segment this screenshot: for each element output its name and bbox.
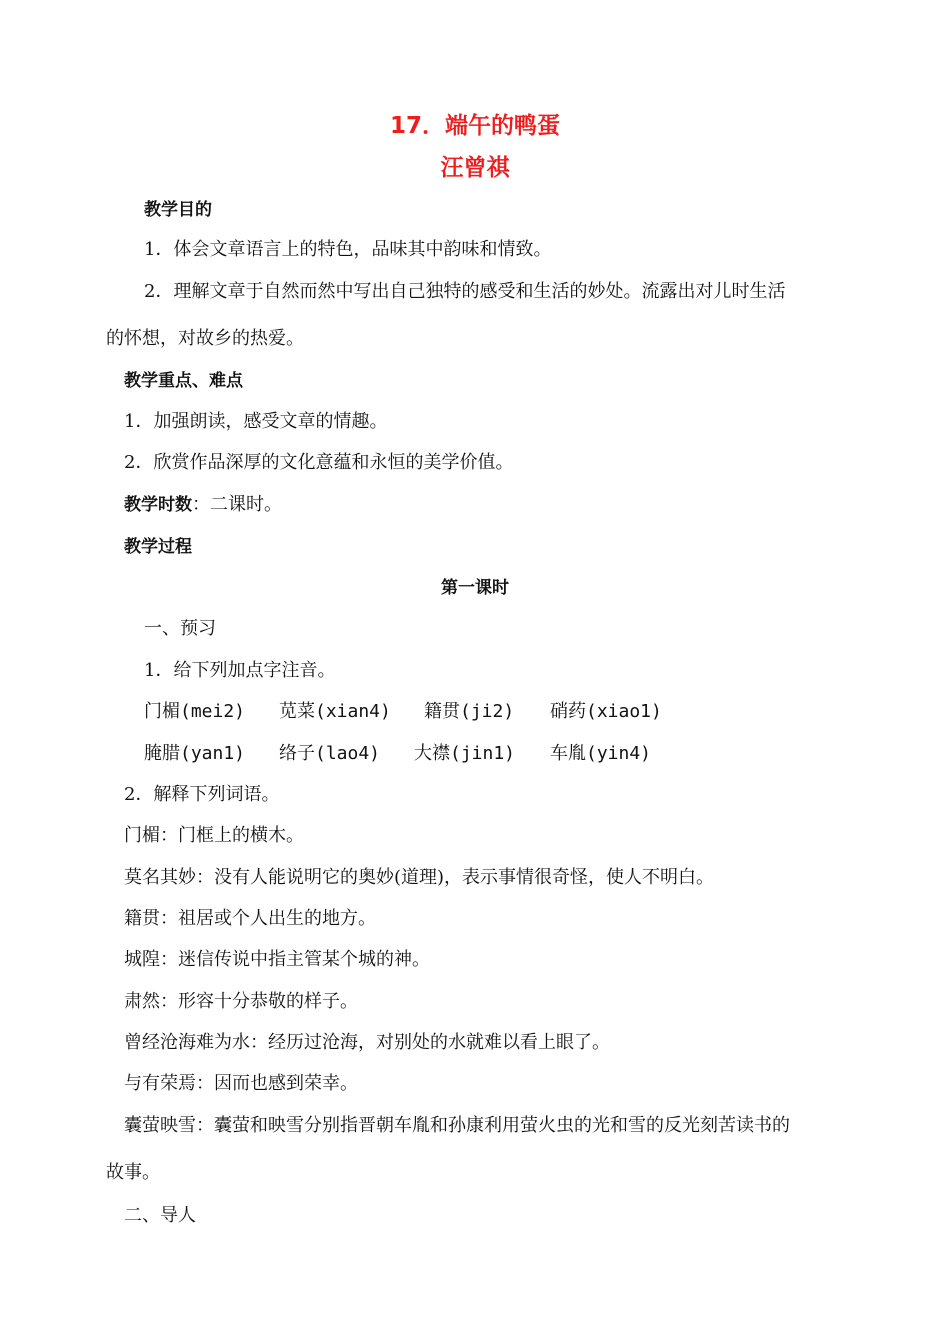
section-intro: 二、导人 [124, 1205, 196, 1226]
teaching-hours-label: 教学时数 [124, 495, 192, 515]
definition-item: 莫名其妙：没有人能说明它的奥妙(道理)，表示事情很奇怪，使人不明白。 [124, 867, 715, 888]
document-author: 汪曾祺 [440, 155, 510, 181]
definition-item: 城隍：迷信传说中指主管某个城的神。 [124, 949, 430, 970]
pinyin-item: 车胤(yin4) [550, 743, 652, 764]
teaching-hours [124, 493, 282, 517]
section-preview: 一、预习 [144, 618, 216, 639]
goals-heading: 教学目的 [144, 200, 212, 220]
pinyin-item: 络子(lao4) [279, 743, 381, 764]
pinyin-item: 门楣(mei2) [144, 701, 246, 722]
process-heading: 教学过程 [124, 537, 192, 557]
document-title: 17．端午的鸭蛋 [389, 113, 560, 139]
teaching-hours-value: ：二课时。 [192, 494, 282, 515]
goals-item-1: 1．体会文章语言上的特色，品味其中韵味和情致。 [144, 239, 552, 260]
lesson-title: 第一课时 [441, 578, 509, 598]
goals-item-2: 2．理解文章于自然而然中写出自己独特的感受和生活的妙处。流露出对儿时生活 [144, 281, 786, 302]
pinyin-item: 籍贯(ji2) [424, 701, 515, 722]
pinyin-item: 腌腊(yan1) [144, 743, 246, 764]
definition-item: 囊萤映雪：囊萤和映雪分别指晋朝车胤和孙康利用萤火虫的光和雪的反光刻苦读书的 [124, 1115, 790, 1136]
pinyin-item: 苋菜(xian4) [279, 701, 391, 722]
pinyin-item: 大襟(jin1) [414, 743, 516, 764]
definition-item: 曾经沧海难为水：经历过沧海，对别处的水就难以看上眼了。 [124, 1032, 610, 1053]
pinyin-item: 硝药(xiao1) [550, 701, 662, 722]
key-points-item-1: 1．加强朗读，感受文章的情趣。 [124, 411, 388, 432]
definition-item: 籍贯：祖居或个人出生的地方。 [124, 908, 376, 929]
goals-item-2-cont: 的怀想，对故乡的热爱。 [106, 328, 304, 349]
key-points-item-2: 2．欣赏作品深厚的文化意蕴和永恒的美学价值。 [124, 452, 514, 473]
definition-item: 门楣：门框上的横木。 [124, 825, 304, 846]
definition-item: 与有荣焉：因而也感到荣幸。 [124, 1073, 358, 1094]
task-definitions: 2．解释下列词语。 [124, 784, 280, 805]
definition-item: 肃然：形容十分恭敬的样子。 [124, 991, 358, 1012]
definition-item-cont: 故事。 [106, 1162, 160, 1183]
key-points-heading: 教学重点、难点 [124, 371, 243, 391]
task-pinyin: 1．给下列加点字注音。 [144, 660, 336, 681]
